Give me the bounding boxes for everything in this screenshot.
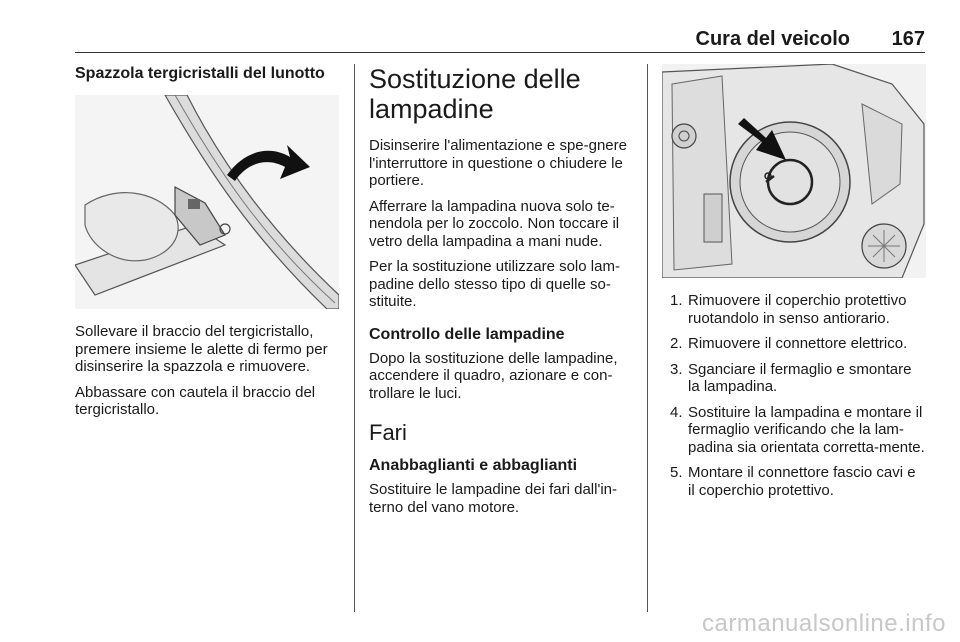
column-bulb-replacement xyxy=(369,64,635,524)
bulb-check-paragraph: Dopo la sostituzione delle lampadine, accendere il quadro, azionare e con-trollare le luci. xyxy=(369,349,618,402)
headlight-cover-illustration xyxy=(662,64,926,278)
instruction-paragraph: Sollevare il braccio del tergicristallo, premere insieme le alette di fermo per disinserire la spazzola e rimuovere. xyxy=(75,323,328,375)
page-header xyxy=(75,28,925,53)
list-item: 3. Sganciare il fermaglio e smontare la lampadina. xyxy=(670,360,912,395)
headlight-steps-list xyxy=(662,292,926,499)
chapter-title: Cura del veicolo xyxy=(695,28,850,50)
column-divider xyxy=(647,64,648,612)
section-heading-rear-wiper: Spazzola tergicristalli del lunotto xyxy=(75,65,325,82)
intro-paragraph: Disinserire l'alimentazione e spe-gnere l'interruttore in questione o chiudere le portiere. xyxy=(369,137,627,189)
instruction-paragraph: Abbassare con cautela il braccio del tergicristallo. xyxy=(75,383,316,418)
list-item: 5. Montare il connettore fascio cavi e il coperchio protettivo. xyxy=(670,464,916,499)
section-heading-headlights: Fari xyxy=(369,420,407,445)
watermark: carmanualsonline.info xyxy=(702,610,946,637)
intro-paragraph: Per la sostituzione utilizzare solo lam-padine dello stesso tipo di quelle so-stituite. xyxy=(369,258,620,310)
subheading-bulb-check: Controllo delle lampadine xyxy=(369,325,565,343)
intro-paragraph: Afferrare la lampadina nuova solo te-nendola per lo zoccolo. Non toccare il vetro della lampadina a mani nude. xyxy=(369,197,620,250)
column-rear-wiper xyxy=(75,64,341,427)
wiper-blade-illustration xyxy=(75,95,339,309)
column-headlight-steps xyxy=(662,64,926,507)
main-heading-bulb-replacement: Sostituzione delle lampadine xyxy=(369,64,581,124)
subheading-low-high-beam: Anabbaglianti e abbaglianti xyxy=(369,457,578,474)
list-item: 1. Rimuovere il coperchio protettivo ruotandolo in senso antiorario. xyxy=(670,292,907,327)
column-divider xyxy=(354,64,355,612)
list-item: 2. Rimuovere il connettore elettrico. xyxy=(670,335,908,352)
low-high-beam-paragraph: Sostituire le lampadine dei fari dall'in-terno del vano motore. xyxy=(369,481,617,516)
page-number: 167 xyxy=(891,28,925,50)
list-item: 4. Sostituire la lampadina e montare il fermaglio verificando che la lam-padina sia orientata corretta-mente. xyxy=(670,403,925,456)
